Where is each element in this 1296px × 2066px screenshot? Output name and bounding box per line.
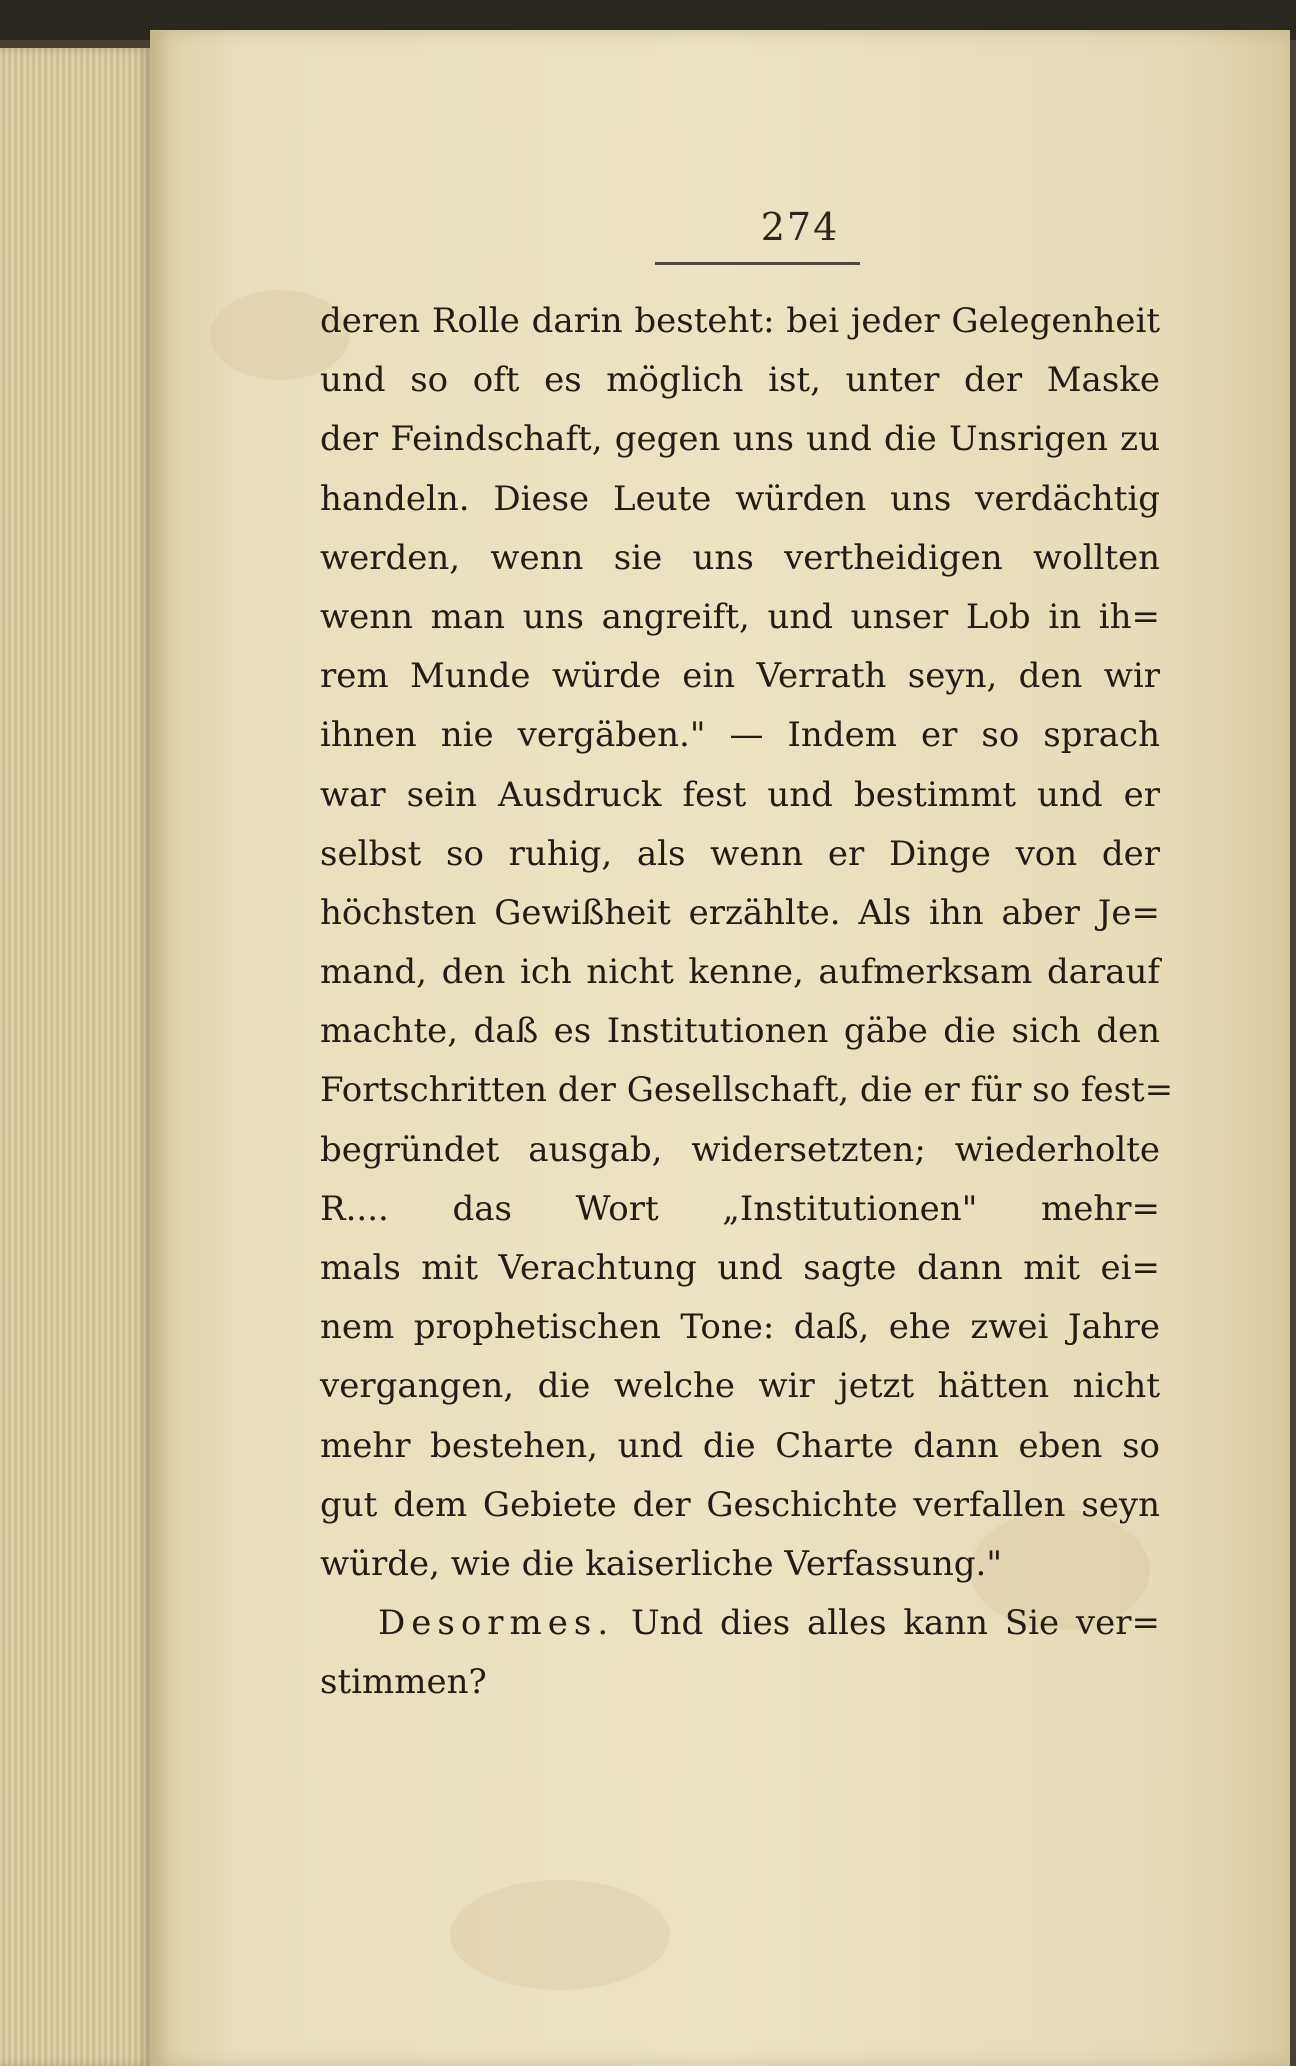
text-line: werden, wenn sie uns vertheidigen wollten xyxy=(320,537,1160,578)
text-line: begründet ausgab, widersetzten; wiederholte xyxy=(320,1129,1160,1170)
text-line: handeln. Diese Leute würden uns verdächtig xyxy=(320,478,1160,519)
speaker-name: Desormes. xyxy=(378,1603,615,1644)
text-line: der Feindschaft, gegen uns und die Unsrigen zu xyxy=(320,419,1160,460)
header-rule xyxy=(655,262,860,265)
text-line: deren Rolle darin besteht: bei jeder Gelegenheit xyxy=(320,301,1160,341)
text-line: war sein Ausdruck fest und bestimmt und er xyxy=(320,774,1160,815)
text-line: mehr bestehen, und die Charte dann eben so xyxy=(320,1425,1160,1466)
text-line: mand, den ich nicht kenne, aufmerksam darauf xyxy=(320,952,1160,993)
text-line: R.... das Wort „Institutionen" mehr= xyxy=(320,1188,1160,1229)
text-line: und so oft es möglich ist, unter der Maske xyxy=(320,360,1160,401)
speech-line xyxy=(320,1594,1160,1653)
text-line: würde, wie die kaiserliche Verfassung." xyxy=(320,1543,1002,1584)
text-line: ihnen nie vergäben." — Indem er so sprach xyxy=(320,715,1160,756)
text-line: vergangen, die welche wir jetzt hätten nicht xyxy=(320,1366,1160,1407)
page-edges xyxy=(0,48,150,2066)
body-text xyxy=(320,292,1174,1713)
page-number: 274 xyxy=(760,205,840,249)
text-line: selbst so ruhig, als wenn er Dinge von der xyxy=(320,833,1160,874)
text-line: wenn man uns angreift, und unser Lob in ih= xyxy=(320,596,1160,637)
text-line: höchsten Gewißheit erzählte. Als ihn aber Je= xyxy=(320,892,1160,933)
text-line: machte, daß es Institutionen gäbe die sich den xyxy=(320,1011,1160,1052)
text-line: nem prophetischen Tone: daß, ehe zwei Jahre xyxy=(320,1307,1160,1348)
text-line: Fortschritten der Gesellschaft, die er für so fest= xyxy=(320,1070,1174,1111)
text-line: mals mit Verachtung und sagte dann mit ei= xyxy=(320,1248,1160,1288)
text-line: gut dem Gebiete der Geschichte verfallen seyn xyxy=(320,1484,1160,1525)
text-line: rem Munde würde ein Verrath seyn, den wir xyxy=(320,656,1160,697)
speech-text: Und dies alles kann Sie ver= xyxy=(630,1603,1160,1644)
speech-line-end: stimmen? xyxy=(320,1662,487,1703)
foxing-stain xyxy=(450,1880,670,1990)
